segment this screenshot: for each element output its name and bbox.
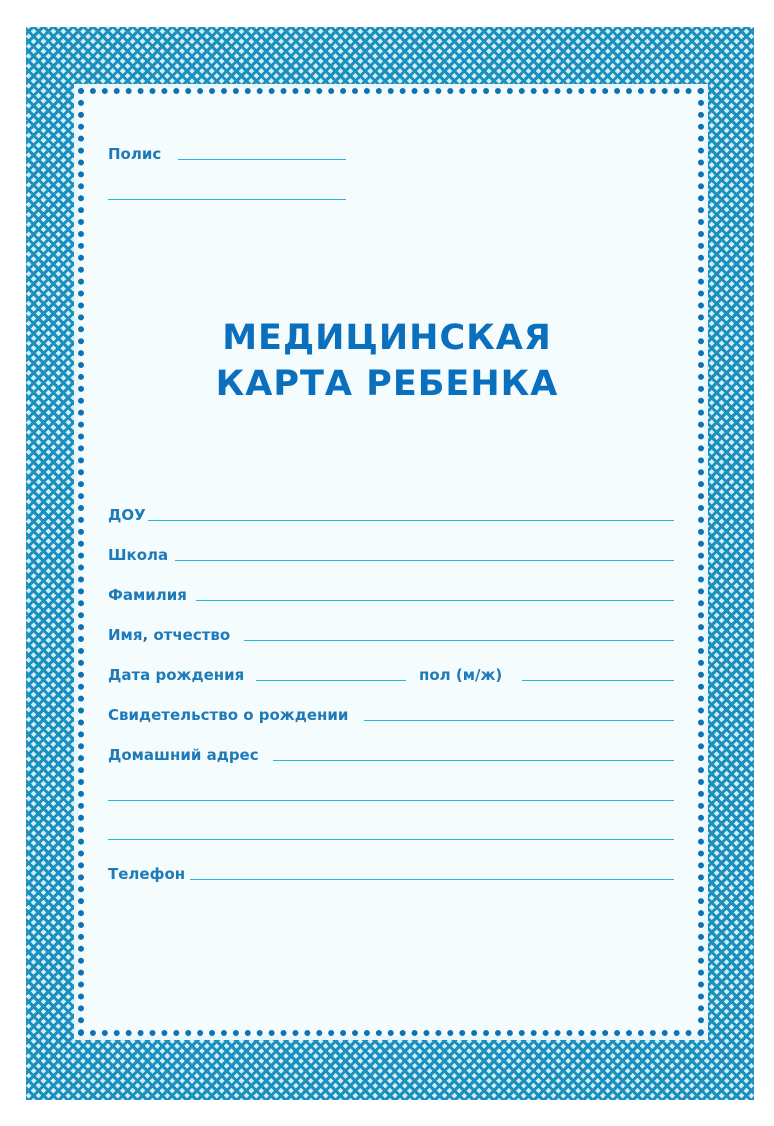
policy-number-line[interactable] xyxy=(178,159,346,160)
sex-label: пол (м/ж) xyxy=(419,666,503,684)
birth-date-label: Дата рождения xyxy=(108,666,245,684)
document-title-line-1: МЕДИЦИНСКАЯ xyxy=(222,318,552,358)
surname-label: Фамилия xyxy=(108,586,187,604)
school-line[interactable] xyxy=(175,560,674,561)
birth-certificate-label: Свидетельство о рождении xyxy=(108,706,349,724)
surname-line[interactable] xyxy=(196,600,674,601)
policy-extra-line[interactable] xyxy=(108,199,346,200)
form-page xyxy=(78,88,704,1036)
birth-date-line[interactable] xyxy=(256,680,406,681)
policy-label: Полис xyxy=(108,145,162,163)
home-address-line-3[interactable] xyxy=(108,839,674,840)
dou-line[interactable] xyxy=(148,520,674,521)
sex-line[interactable] xyxy=(522,680,674,681)
phone-line[interactable] xyxy=(190,879,674,880)
home-address-line-2[interactable] xyxy=(108,800,674,801)
dou-label: ДОУ xyxy=(108,506,146,524)
home-address-line-1[interactable] xyxy=(273,760,674,761)
name-patronymic-line[interactable] xyxy=(244,640,674,641)
school-label: Школа xyxy=(108,546,169,564)
birth-certificate-line[interactable] xyxy=(364,720,674,721)
document-title-line-2: КАРТА РЕБЕНКА xyxy=(215,364,559,404)
name-patronymic-label: Имя, отчество xyxy=(108,626,231,644)
phone-label: Телефон xyxy=(108,865,186,883)
home-address-label: Домашний адрес xyxy=(108,746,259,764)
